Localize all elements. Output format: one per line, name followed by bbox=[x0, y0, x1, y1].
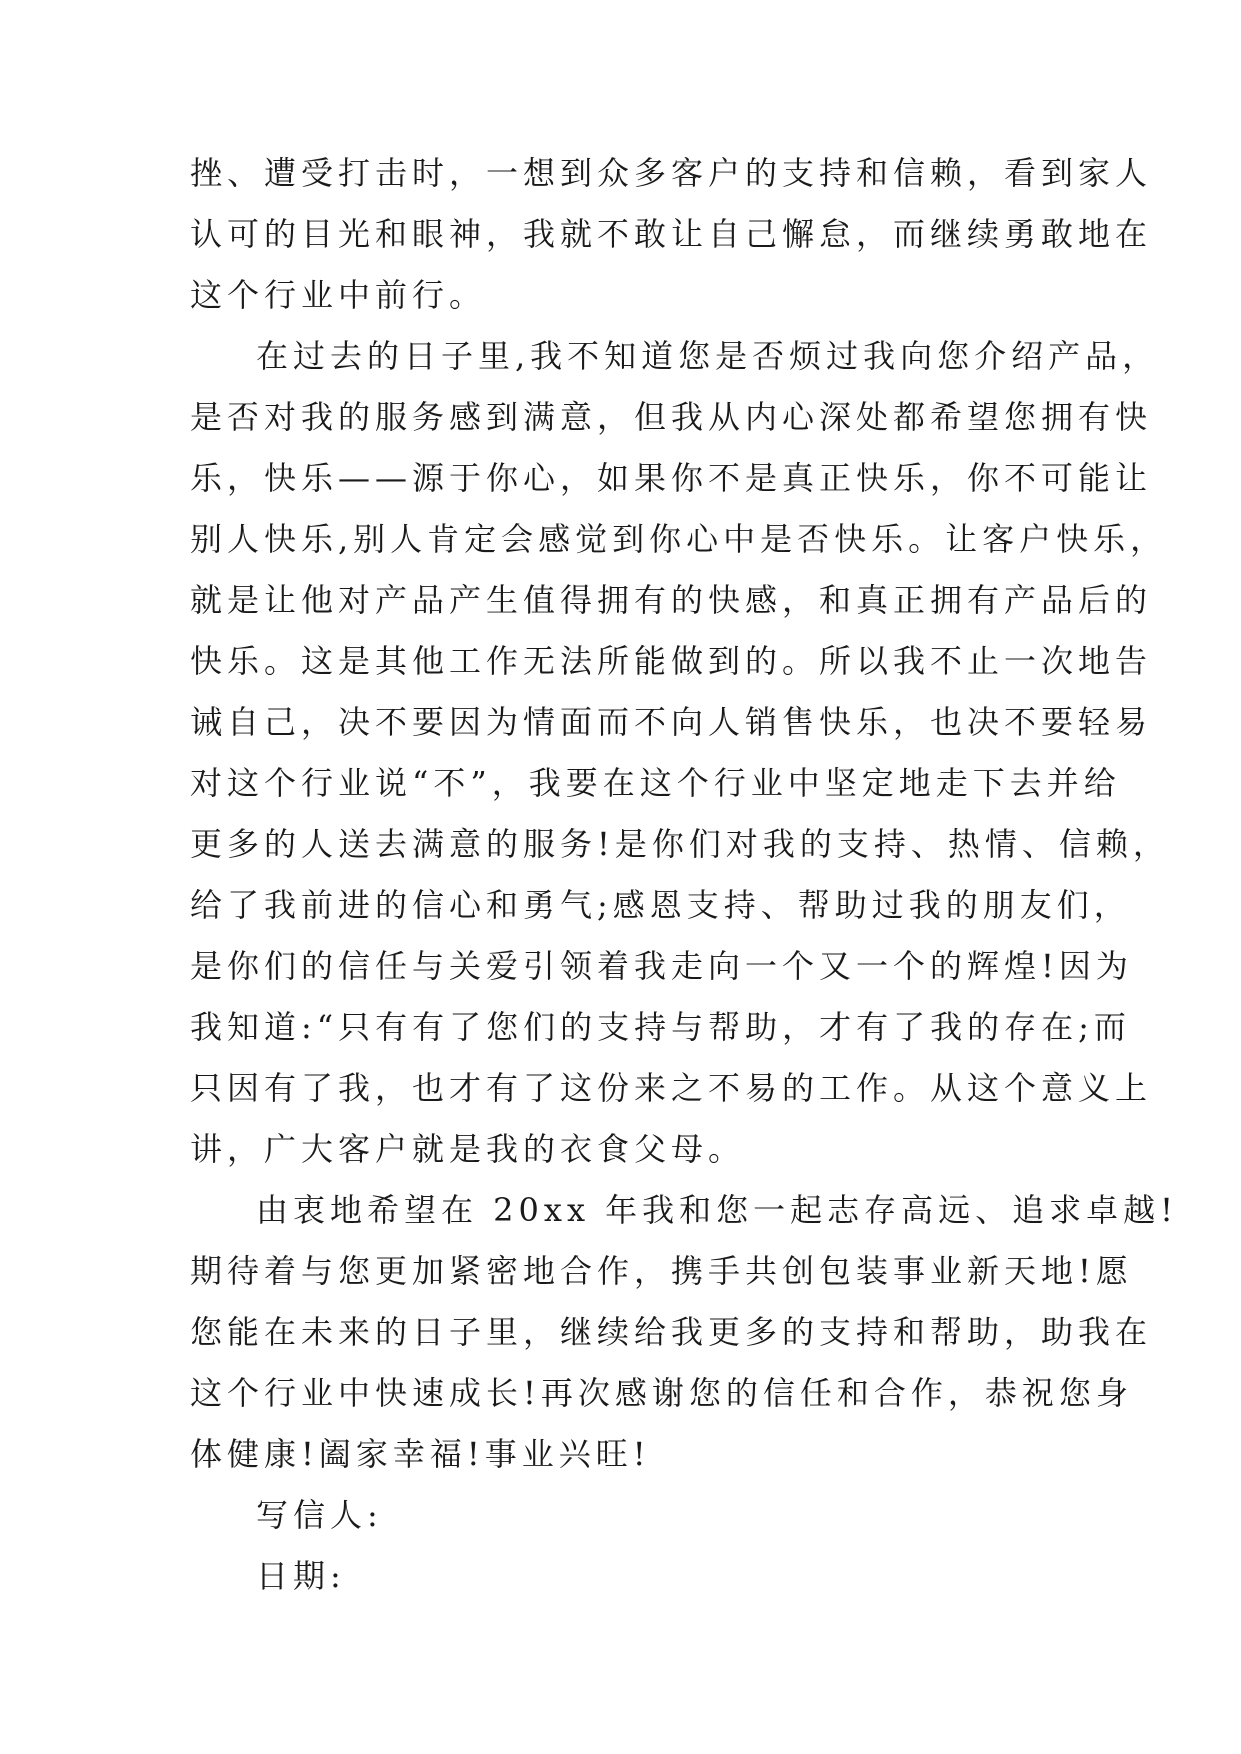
text-line: 您能在未来的日子里，继续给我更多的支持和帮助，助我在 bbox=[190, 1313, 1153, 1351]
text-line: 更多的人送去满意的服务!是你们对我的支持、热情、信赖， bbox=[190, 825, 1170, 863]
paragraph-start-line: 在过去的日子里,我不知道您是否烦过我向您介绍产品， bbox=[256, 337, 1160, 375]
text-line: 期待着与您更加紧密地合作，携手共创包装事业新天地!愿 bbox=[190, 1252, 1133, 1290]
text-line: 乐，快乐——源于你心，如果你不是真正快乐，你不可能让 bbox=[190, 459, 1153, 497]
text-line: 我知道:“只有有了您们的支持与帮助，才有了我的存在;而 bbox=[190, 1008, 1131, 1046]
text-line: 对这个行业说“不”，我要在这个行业中坚定地走下去并给 bbox=[190, 764, 1121, 802]
text-line: 讲，广大客户就是我的衣食父母。 bbox=[190, 1130, 746, 1168]
text-line: 是否对我的服务感到满意，但我从内心深处都希望您拥有快 bbox=[190, 398, 1153, 436]
date-label: 日期: bbox=[256, 1557, 346, 1595]
text-line: 只因有了我，也才有了这份来之不易的工作。从这个意义上 bbox=[190, 1069, 1153, 1107]
text-line: 是你们的信任与关爱引领着我走向一个又一个的辉煌!因为 bbox=[190, 947, 1133, 985]
text-line: 这个行业中快速成长!再次感谢您的信任和合作，恭祝您身 bbox=[190, 1374, 1133, 1412]
text-line: 挫、遭受打击时，一想到众多客户的支持和信赖，看到家人 bbox=[190, 154, 1153, 192]
text-line: 快乐。这是其他工作无法所能做到的。所以我不止一次地告 bbox=[190, 642, 1153, 680]
text-line: 这个行业中前行。 bbox=[190, 276, 487, 314]
text-line: 就是让他对产品产生值得拥有的快感，和真正拥有产品后的 bbox=[190, 581, 1153, 619]
text-line: 认可的目光和眼神，我就不敢让自己懈怠，而继续勇敢地在 bbox=[190, 215, 1153, 253]
text-line: 体健康!阖家幸福!事业兴旺! bbox=[190, 1435, 651, 1473]
text-line: 别人快乐,别人肯定会感觉到你心中是否快乐。让客户快乐， bbox=[190, 520, 1168, 558]
text-line: 给了我前进的信心和勇气;感恩支持、帮助过我的朋友们， bbox=[190, 886, 1131, 924]
letter-writer-label: 写信人: bbox=[256, 1496, 383, 1534]
text-line: 诫自己，决不要因为情面而不向人销售快乐，也决不要轻易 bbox=[190, 703, 1153, 741]
paragraph-start-line: 由衷地希望在 20xx 年我和您一起志存高远、追求卓越! bbox=[256, 1191, 1179, 1229]
